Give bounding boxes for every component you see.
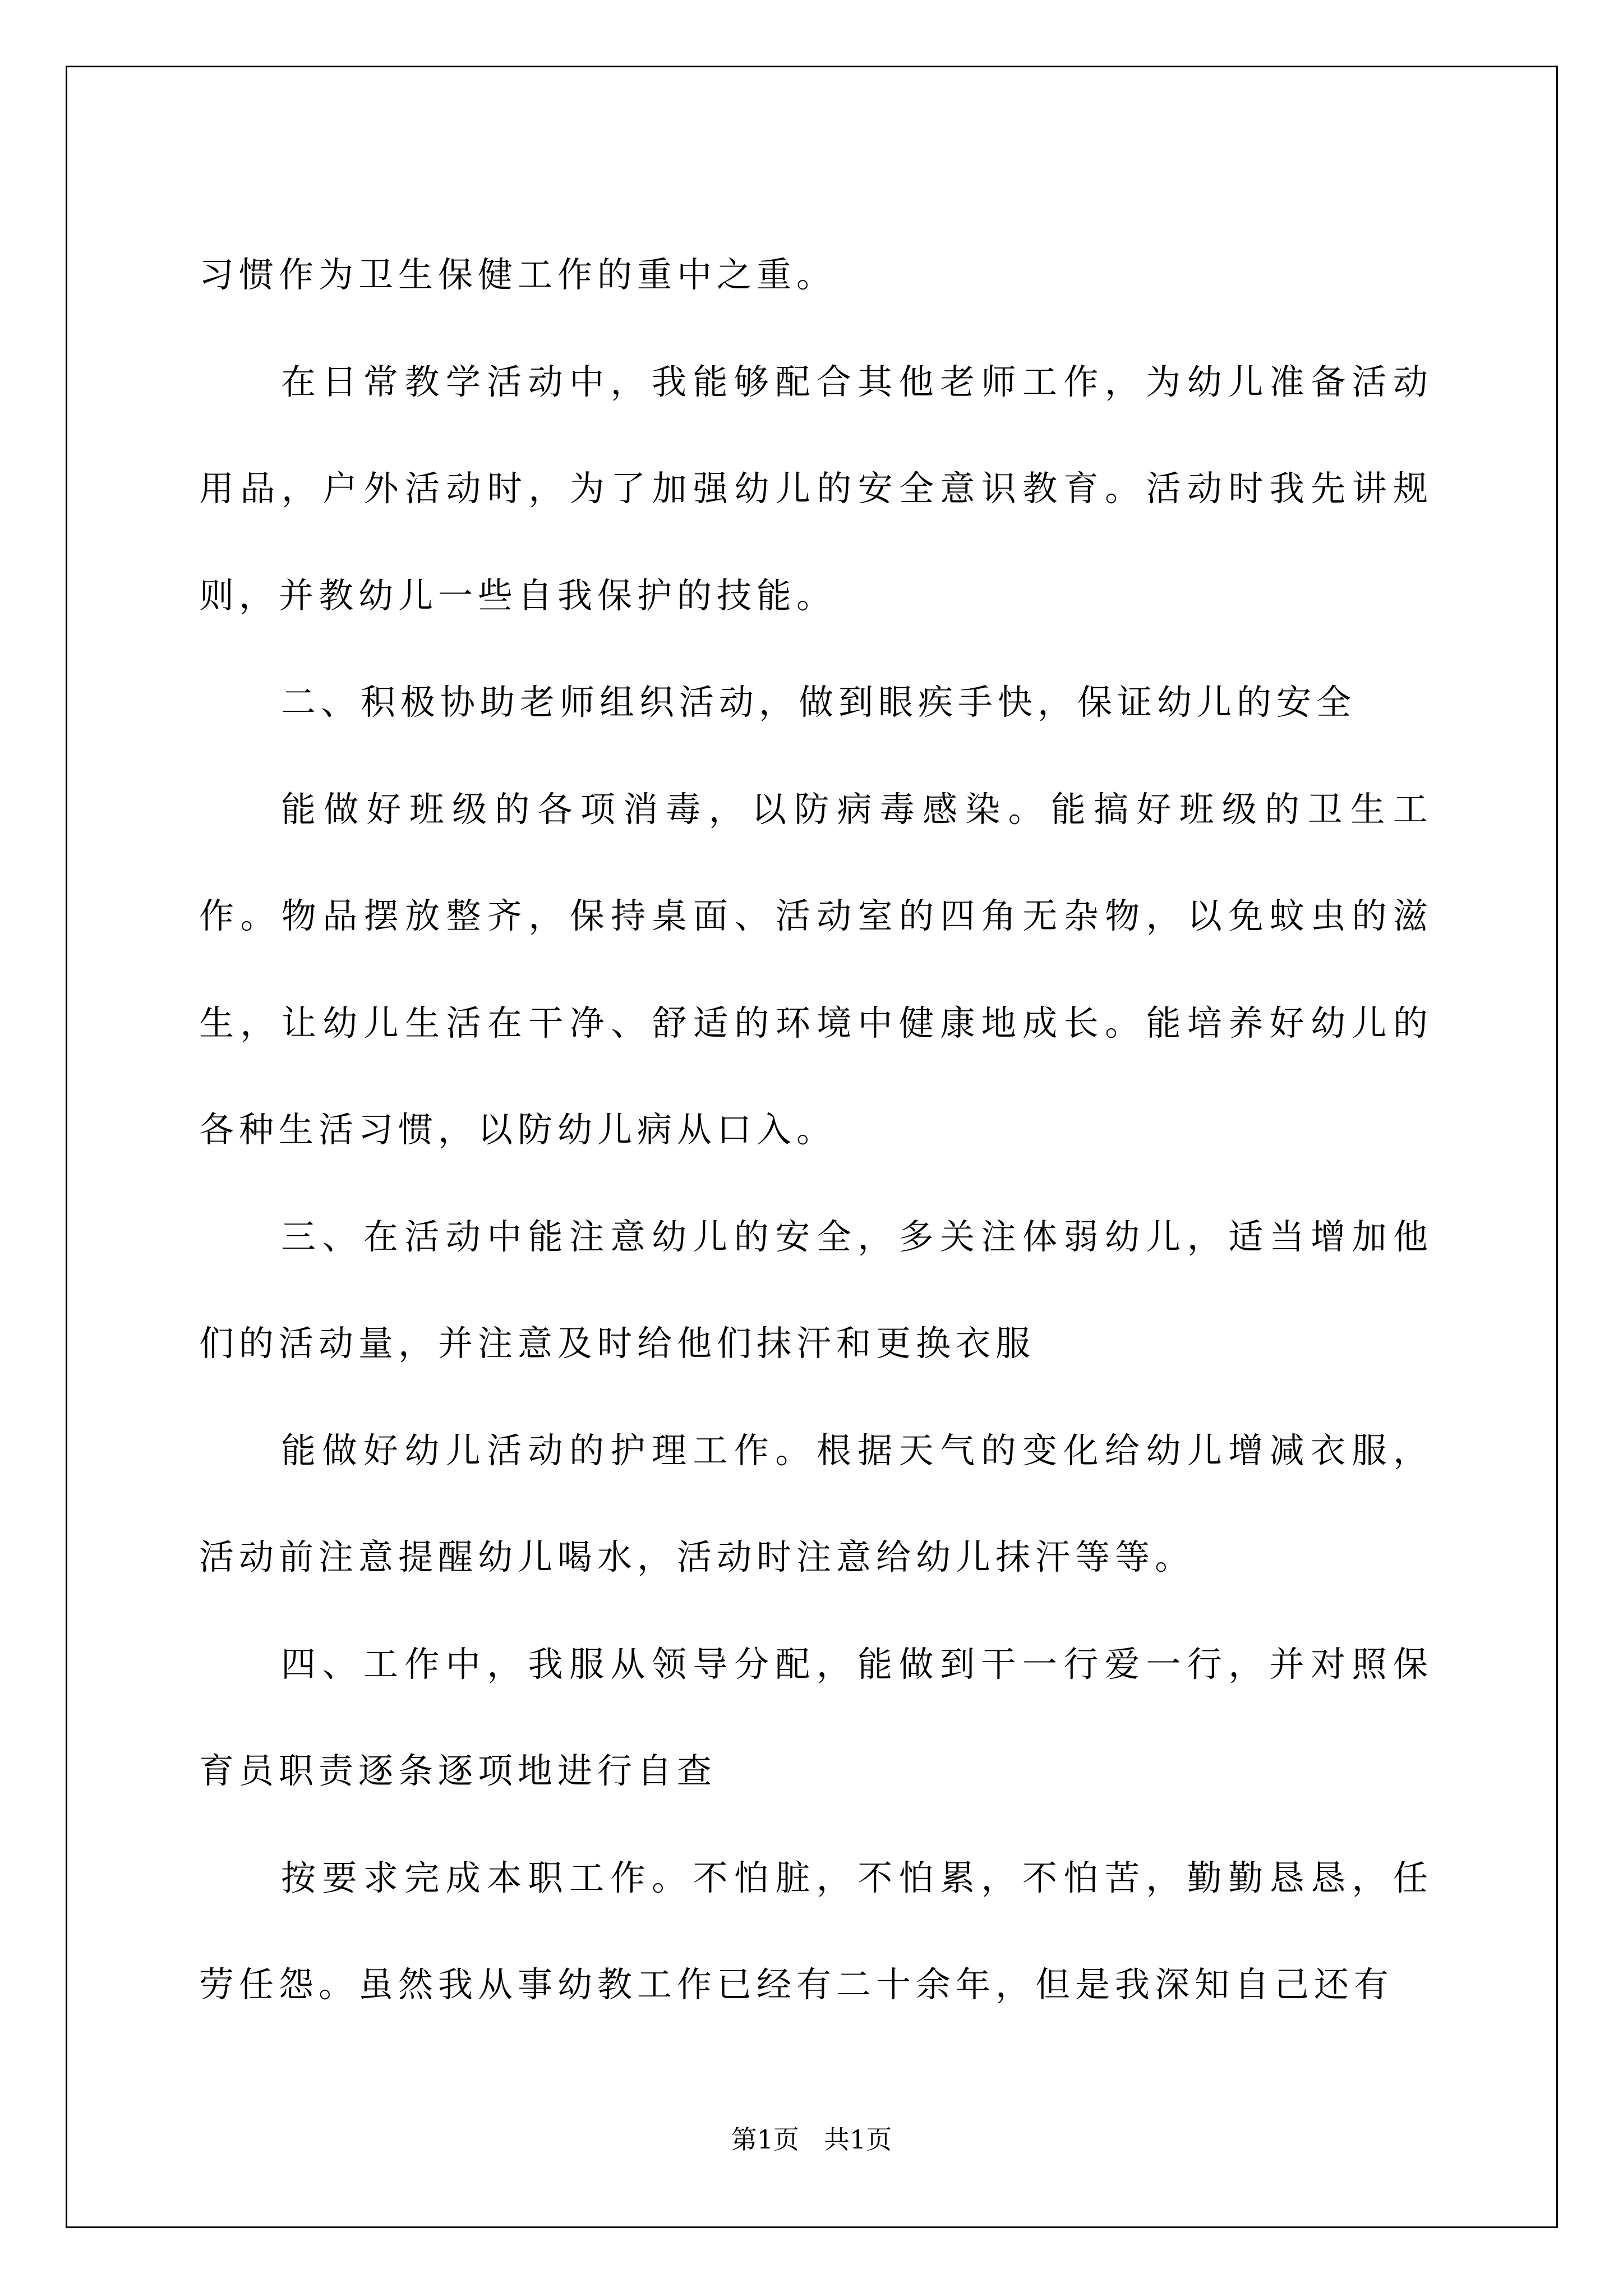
paragraph: 能做好班级的各项消毒，以防病毒感染。能搞好班级的卫生工作。物品摆放整齐，保持桌面、活动室的四角无杂物，以免蚊虫的滋生，让幼儿生活在干净、舒适的环境中健康地成长。能培养好幼儿的各种生活习惯，以防幼儿病从口入。 — [199, 788, 1433, 1150]
paragraph: 习惯作为卫生保健工作的重中之重。 — [199, 254, 837, 295]
page-footer — [0, 2119, 1623, 2156]
section-heading: 四、工作中，我服从领导分配，能做到干一行爱一行，并对照保育员职责逐条逐项地进行自查 — [199, 1643, 1433, 1791]
section-heading: 二、积极协助老师组织活动，做到眼疾手快，保证幼儿的安全 — [281, 682, 1357, 723]
page-total: 共1页 — [824, 2124, 892, 2155]
paragraph: 能做好幼儿活动的护理工作。根据天气的变化给幼儿增减衣服，活动前注意提醒幼儿喝水，活动时注意给幼儿抹汗等等。 — [199, 1429, 1433, 1577]
page-number: 第1页 — [731, 2124, 799, 2155]
paragraph: 在日常教学活动中，我能够配合其他老师工作，为幼儿准备活动用品，户外活动时，为了加强幼儿的安全意识教育。活动时我先讲规则，并教幼儿一些自我保护的技能。 — [199, 361, 1433, 616]
paragraph: 按要求完成本职工作。不怕脏，不怕累，不怕苦，勤勤恳恳，任劳任怨。虽然我从事幼教工作已经有二十余年，但是我深知自己还有 — [199, 1857, 1433, 2005]
document-body — [199, 222, 1433, 2039]
section-heading: 三、在活动中能注意幼儿的安全，多关注体弱幼儿，适当增加他们的活动量，并注意及时给他们抹汗和更换衣服 — [199, 1216, 1433, 1364]
